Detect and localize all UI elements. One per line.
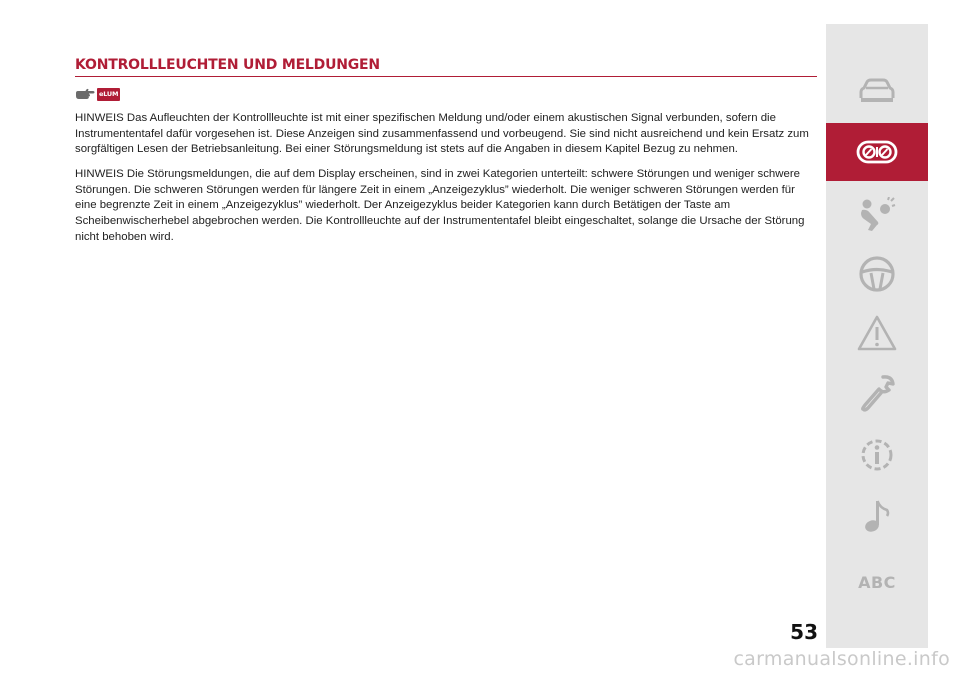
page-number: 53 xyxy=(790,620,818,644)
sidebar-item-car[interactable] xyxy=(826,63,928,121)
sidebar-item-starting-driving[interactable] xyxy=(826,245,928,303)
sidebar-item-technical-data[interactable] xyxy=(826,426,928,484)
body-text xyxy=(75,111,817,255)
technical-data-icon xyxy=(858,436,896,474)
sidebar-item-maintenance[interactable] xyxy=(826,365,928,423)
abc-index-icon: ABC xyxy=(858,572,896,592)
sidebar-item-dashboard[interactable] xyxy=(826,123,928,181)
warning-triangle-icon xyxy=(857,315,897,351)
elum-badge: eLUM xyxy=(97,88,120,101)
sidebar-item-multimedia[interactable] xyxy=(826,487,928,545)
paragraph-hinweis-1: HINWEIS Das Aufleuchten der Kontrollleuchte ist mit einer spezifischen Meldung und/oder einem akustischen Signal verbunden, sofern die Instrumententafel dafür vorgesehen ist. Diese Anzeigen sind zusammenfassend und vorbeugend. Sie sind nicht ausreichend und kein Ersatz zum sorgfältigen Lesen der Betriebsanleitung. Bei einer Störungsmeldung ist stets auf die Angaben in diesem Kapitel Bezug zu nehmen. xyxy=(75,112,809,156)
pointing-hand-icon xyxy=(75,88,95,100)
sidebar-item-index[interactable] xyxy=(826,553,928,611)
steering-wheel-icon xyxy=(858,255,896,293)
sidebar-item-safety[interactable] xyxy=(826,186,928,244)
sidebar-item-emergency[interactable] xyxy=(826,304,928,362)
symbol-row xyxy=(75,86,120,102)
airbag-icon xyxy=(858,197,896,233)
paragraph-hinweis-2: HINWEIS Die Störungsmeldungen, die auf dem Display erscheinen, sind in zwei Kategorien unterteilt: schwere Störungen und weniger schwere Störungen. Die schweren Störungen werden für längere Zeit in einem „Anzeigezyklus” wiederholt. Die weniger schweren Störungen werden für eine begrenzte Zeit in einem „Anzeigezyklus” wiederholt. Der Anzeigezyklus beider Kategorien kann durch Betätigen der Taste am Scheibenwischerhebel abgebrochen werden. Die Kontrollleuchte auf der Instrumententafel bleibt eingeschaltet, solange die Ursache der Störung nicht behoben wird. xyxy=(75,168,805,243)
car-icon xyxy=(857,78,897,106)
wrench-icon xyxy=(859,375,895,413)
heading-rule xyxy=(75,76,817,77)
chapter-sidebar xyxy=(826,24,928,648)
watermark: carmanualsonline.info xyxy=(733,648,950,670)
section-heading: KONTROLLLEUCHTEN UND MELDUNGEN xyxy=(75,57,380,73)
dashboard-icon xyxy=(856,139,898,165)
music-note-icon xyxy=(862,498,892,534)
